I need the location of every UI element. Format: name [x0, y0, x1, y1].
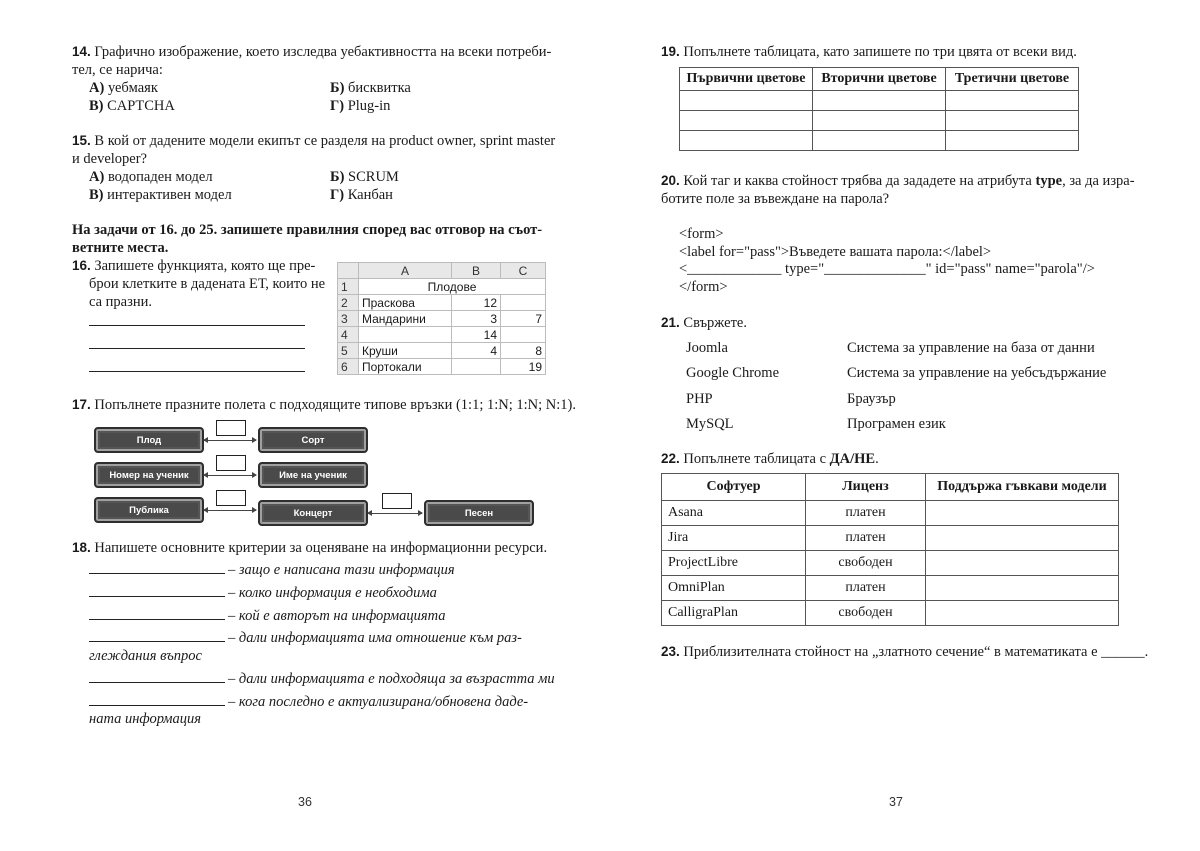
q15-option-b: Б) SCRUM [330, 169, 399, 185]
q23-line [661, 644, 1148, 661]
cell: 14 [452, 327, 501, 343]
cell [452, 359, 501, 375]
match-left-item: Google Chrome [686, 365, 780, 381]
spreadsheet [337, 262, 546, 375]
q14-line1 [72, 44, 551, 61]
q18-criterion: – кога последно е актуализирана/обновена даде- [228, 694, 529, 710]
table-row [662, 551, 1119, 576]
q16-text2: брои клетките в дадената ЕТ, които не [89, 276, 326, 292]
q14-option-b: Б) бисквитка [330, 80, 411, 96]
cell: 12 [452, 295, 501, 311]
entity-box: Песен [424, 500, 534, 526]
software-table [661, 473, 1119, 626]
cell: 19 [501, 359, 546, 375]
answer-cell[interactable] [926, 526, 1119, 551]
row-header: 4 [338, 327, 359, 343]
q15-option-a: А) водопаден модел [89, 169, 213, 185]
cell: 3 [452, 311, 501, 327]
answer-cell[interactable] [926, 576, 1119, 601]
license-cell: платен [806, 526, 926, 551]
q22-number: 22. [661, 451, 680, 466]
q20-text-cont: , за да изра- [1062, 173, 1135, 189]
q16-text: Запишете функцията, която ще пре- [94, 258, 316, 274]
q15-option-c: В) интерактивен модел [89, 187, 232, 203]
license-cell: платен [806, 501, 926, 526]
q16-answer-line-2[interactable] [89, 348, 305, 349]
answer-cell[interactable] [926, 551, 1119, 576]
entity-box: Име на ученик [258, 462, 368, 488]
table-header: Софтуер [662, 474, 806, 501]
cell [501, 327, 546, 343]
relation-answer-box[interactable] [382, 493, 412, 509]
entity-box: Концерт [258, 500, 368, 526]
table-cell[interactable] [946, 91, 1079, 111]
relation-answer-box[interactable] [216, 420, 246, 436]
q18-criterion: – кой е авторът на информацията [228, 608, 446, 624]
license-cell: свободен [806, 551, 926, 576]
cell: 7 [501, 311, 546, 327]
q17-text: Попълнете празните полета с подходящите типове връзки (1:1; 1:N; 1:N; N:1). [94, 397, 577, 413]
q14-option-c: В) CAPTCHA [89, 98, 175, 114]
q16-line1 [72, 258, 315, 275]
cell: 4 [452, 343, 501, 359]
table-row [662, 526, 1119, 551]
q20-text2: ботите поле за въвеждане на парола? [661, 191, 890, 207]
q14-text2: тел, се нарича: [72, 62, 163, 78]
code-line: <_____________ type="______________" id="pass" name="parola"/> [679, 261, 1095, 277]
match-left-item: MySQL [686, 416, 734, 432]
q23-text: Приблизителната стойност на „златното сечение“ в математиката е ______. [683, 644, 1149, 660]
q20-attribute: type [1035, 173, 1063, 189]
q15-option-d: Г) Канбан [330, 187, 393, 203]
table-cell[interactable] [813, 131, 946, 151]
relation-arrow [204, 440, 256, 441]
relation-answer-box[interactable] [216, 455, 246, 471]
q17-number: 17. [72, 397, 91, 412]
software-cell: ProjectLibre [662, 551, 806, 576]
table-cell[interactable] [680, 91, 813, 111]
table-header: Първични цветове [680, 68, 813, 91]
row-header: 6 [338, 359, 359, 375]
cell: Мандарини [359, 311, 452, 327]
cell: Праскова [359, 295, 452, 311]
q18-criterion: – защо е написана тази информация [228, 562, 455, 578]
q18-answer-line-6[interactable] [89, 705, 225, 706]
col-header: A [359, 263, 452, 279]
cell [359, 327, 452, 343]
row-header: 1 [338, 279, 359, 295]
answer-cell[interactable] [926, 501, 1119, 526]
q14-number: 14. [72, 44, 91, 59]
instruction-line2: ветните места. [72, 240, 169, 256]
match-right-item: Система за управление на уебсъдържание [847, 365, 1107, 381]
q14-option-d: Г) Plug-in [330, 98, 391, 114]
table-row [662, 601, 1119, 626]
col-header: B [452, 263, 501, 279]
match-right-item: Програмен език [847, 416, 946, 432]
software-cell: OmniPlan [662, 576, 806, 601]
table-cell[interactable] [813, 91, 946, 111]
relation-arrow [204, 510, 256, 511]
q16-text3: са празни. [89, 294, 152, 310]
software-cell: Jira [662, 526, 806, 551]
match-right-item: Браузър [847, 391, 896, 407]
cell [501, 295, 546, 311]
entity-box: Сорт [258, 427, 368, 453]
q16-answer-line-3[interactable] [89, 371, 305, 372]
relation-arrow [204, 475, 256, 476]
q20-number: 20. [661, 173, 680, 188]
table-cell[interactable] [813, 111, 946, 131]
q18-criterion: – колко информация е необходима [228, 585, 437, 601]
entity-box: Номер на ученик [94, 462, 204, 488]
row-header: 3 [338, 311, 359, 327]
q18-criterion: – дали информацията има отношение към раз- [228, 630, 522, 646]
q22-answer-format: ДА/НЕ [829, 451, 876, 467]
q18-answer-line-2[interactable] [89, 596, 225, 597]
q21-line [661, 315, 747, 332]
q20-text: Кой таг и каква стойност трябва да зададете на атрибута [683, 173, 1036, 189]
table-row [662, 576, 1119, 601]
q16-answer-line-1[interactable] [89, 325, 305, 326]
q18-answer-line-3[interactable] [89, 619, 225, 620]
q15-number: 15. [72, 133, 91, 148]
table-row [662, 501, 1119, 526]
q18-text: Напишете основните критерии за оценяване на информационни ресурси. [94, 540, 548, 556]
q18-criterion: – дали информацията е подходяща за възрастта ми [228, 671, 555, 687]
q15-text2: и developer? [72, 151, 147, 167]
cell: Портокали [359, 359, 452, 375]
q14-text: Графично изображение, което изследва уебактивността на всеки потреби- [94, 44, 552, 60]
q19-number: 19. [661, 44, 680, 59]
q21-number: 21. [661, 315, 680, 330]
table-cell[interactable] [680, 111, 813, 131]
q22-line [661, 451, 879, 468]
license-cell: платен [806, 576, 926, 601]
row-header: 2 [338, 295, 359, 311]
q20-line1 [661, 173, 1135, 190]
page-number-left: 36 [298, 795, 312, 809]
license-cell: свободен [806, 601, 926, 626]
q15-text: В кой от дадените модели екипът се разделя на product owner, sprint master [94, 133, 556, 149]
row-header: 5 [338, 343, 359, 359]
table-cell[interactable] [946, 111, 1079, 131]
q18-criterion-cont: ната информация [89, 711, 202, 727]
q18-number: 18. [72, 540, 91, 555]
answer-cell[interactable] [926, 601, 1119, 626]
q18-criterion-cont: глеждания въпрос [89, 648, 202, 664]
table-row [680, 111, 1079, 131]
q17-line [72, 397, 576, 414]
relation-answer-box[interactable] [216, 490, 246, 506]
q14-option-a: А) уебмаяк [89, 80, 158, 96]
q18-answer-line-1[interactable] [89, 573, 225, 574]
corner-cell [338, 263, 359, 279]
table-cell[interactable] [946, 131, 1079, 151]
q19-line [661, 44, 1077, 61]
match-left-item: PHP [686, 391, 713, 407]
code-line: <form> [679, 226, 724, 242]
q16-number: 16. [72, 258, 91, 273]
software-cell: Asana [662, 501, 806, 526]
software-cell: CalligraPlan [662, 601, 806, 626]
q18-line [72, 540, 547, 557]
match-left-item: Joomla [686, 340, 728, 356]
cell: 8 [501, 343, 546, 359]
table-header: Лиценз [806, 474, 926, 501]
match-right-item: Система за управление на база от данни [847, 340, 1095, 356]
q23-number: 23. [661, 644, 680, 659]
page-number-right: 37 [889, 795, 903, 809]
entity-box: Публика [94, 497, 204, 523]
entity-box: Плод [94, 427, 204, 453]
q21-text: Свържете. [683, 315, 747, 331]
instruction-line1: На задачи от 16. до 25. запишете правилния според вас отговор на съот- [72, 222, 543, 238]
col-header: C [501, 263, 546, 279]
table-cell[interactable] [680, 131, 813, 151]
sheet-title-cell: Плодове [359, 279, 546, 295]
table-header: Вторични цветове [813, 68, 946, 91]
table-row [680, 131, 1079, 151]
q22-text-end: . [875, 451, 879, 467]
code-line: <label for="pass">Въведете вашата парола:</label> [679, 244, 992, 260]
table-row [680, 91, 1079, 111]
q15-line1 [72, 133, 555, 150]
table-header: Третични цветове [946, 68, 1079, 91]
colors-table [679, 67, 1079, 151]
table-header: Поддържа гъвкави модели [926, 474, 1119, 501]
cell: Круши [359, 343, 452, 359]
q18-answer-line-5[interactable] [89, 682, 225, 683]
q18-answer-line-4[interactable] [89, 641, 225, 642]
relation-arrow [368, 513, 422, 514]
q22-text: Попълнете таблицата с [683, 451, 830, 467]
q19-text: Попълнете таблицата, като запишете по три цвята от всеки вид. [683, 44, 1077, 60]
code-line: </form> [679, 279, 728, 295]
